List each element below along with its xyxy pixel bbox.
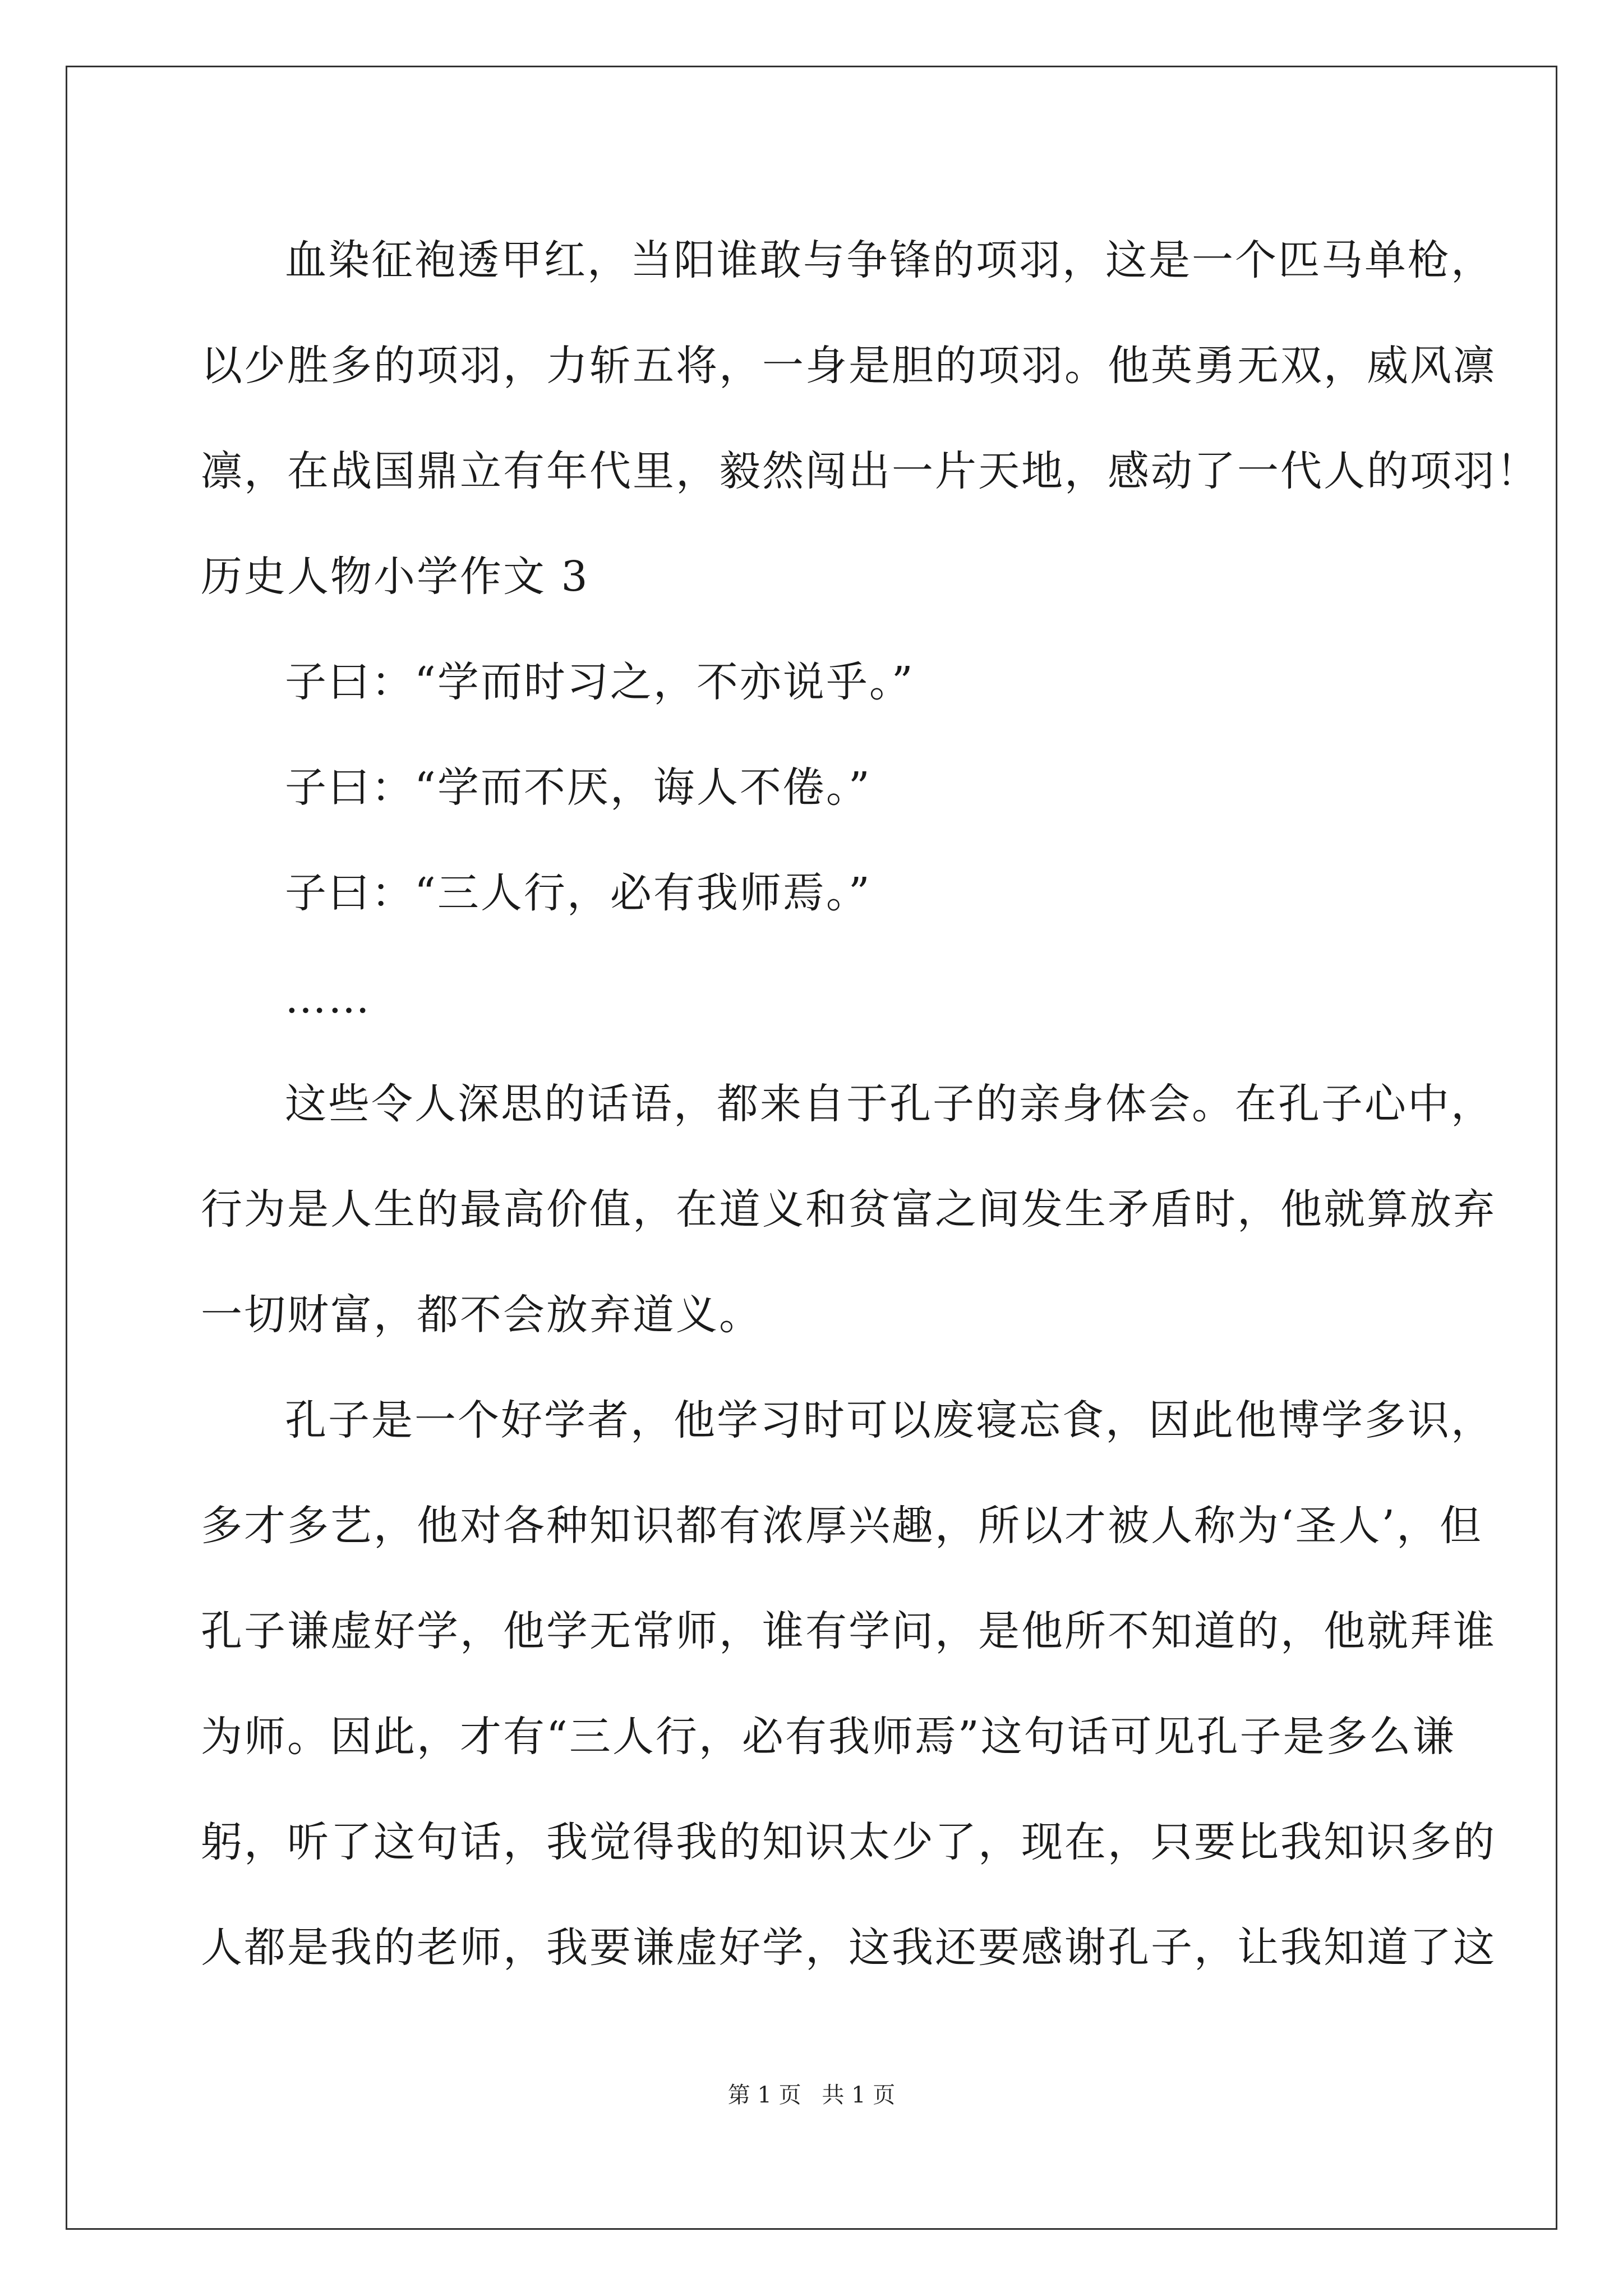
section-heading: 历史人物小学作文 3 — [201, 553, 589, 601]
paragraph-line: 行为是人生的最高价值，在道义和贫富之间发生矛盾时，他就算放弃 — [201, 1185, 1496, 1234]
document-body — [201, 208, 1539, 2000]
paragraph-line: 躬，听了这句话，我觉得我的知识太少了，现在，只要比我知识多的 — [201, 1818, 1496, 1866]
paragraph-line: 一切财富，都不会放弃道义。 — [201, 1291, 762, 1339]
paragraph-line: 孔子谦虚好学，他学无常师，谁有学问，是他所不知道的，他就拜谁 — [201, 1607, 1496, 1655]
quote-line: 子曰：“学而不厌，诲人不倦。” — [285, 763, 872, 812]
paragraph-line: 这些令人深思的话语，都来自于孔子的亲身体会。在孔子心中， — [285, 1080, 1494, 1128]
paragraph-line: 人都是我的老师，我要谦虚好学，这我还要感谢孔子，让我知道了这 — [201, 1924, 1496, 1972]
paragraph-line: 以少胜多的项羽，力斩五将，一身是胆的项羽。他英勇无双，威风凛 — [201, 342, 1496, 390]
page-number: 第 1 页 — [727, 2082, 801, 2108]
quote-line: 子曰：“三人行，必有我师焉。” — [285, 869, 872, 917]
ellipsis-line: …… — [285, 974, 371, 1023]
paragraph-line: 凛，在战国鼎立有年代里，毅然闯出一片天地，感动了一代人的项羽！ — [201, 447, 1539, 495]
paragraph-line: 血染征袍透甲红，当阳谁敢与争锋的项羽，这是一个匹马单枪， — [285, 236, 1494, 284]
paragraph-line: 为师。因此，才有“三人行，必有我师焉”这句话可见孔子是多么谦 — [201, 1713, 1456, 1761]
page-footer — [0, 2078, 1623, 2112]
paragraph-line: 多才多艺，他对各种知识都有浓厚兴趣，所以才被人称为‘圣人’，但 — [201, 1502, 1483, 1550]
page-total: 共 1 页 — [822, 2082, 896, 2108]
paragraph-line: 孔子是一个好学者，他学习时可以废寝忘食，因此他博学多识， — [285, 1396, 1494, 1444]
quote-line: 子曰：“学而时习之，不亦说乎。” — [285, 658, 915, 706]
